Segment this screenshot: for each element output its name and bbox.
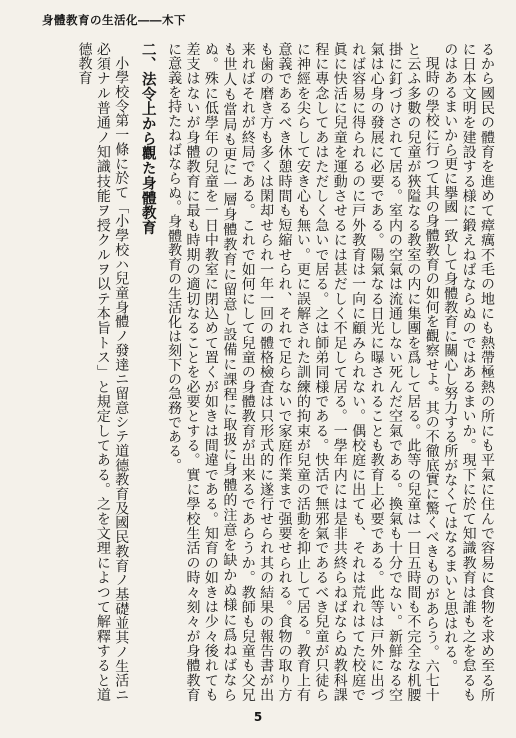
paragraph: 現時の學校に行つて其の身體教育の如何を觀察せよ。其の不徹底實に驚くべきものがあらう。六七十と云ふ多數の兒童が狹隘なる教室の内に集團を爲して居る。此等の兒童は一日五時間も不完全な机腰掛に釘づけされて居る。室内の空氣は流通しない死んだ空氣である。換氣も十分でない。新鮮なる空氣は心身の發展に必要である。陽氣なる日光に曝されることも教育上必要である。此等は戸外に出づれば容易に得られるのに戸外教育は一向に顧みられない。偶校庭に出ても、それは荒れはてた校庭で眞に快活に兒童を運動させるには甚だしく不足して居る。一學年内には是非共終らねばならぬ教科課程に專念してあはただしく急いで居る。之は師弟同様である。快活で無邪氣であるべき兒童が只徒らに神經を尖らして安き心も無い。更に誤解された訓練的拘束が兒童の活動を抑止して居る。教育上有意義であるべき休憩時間も短縮せられ、それで足らないで家庭作業まで强要せられる。食物の取り方も歯の磨き方も多くは閑却せられ一年一回の體格檢査は只形式的に遂行せられ其の結果の報告書が出来ればそれが終局である。これで如何にして兒童の身體教育が出来るであらうか。教師も兒童も父兄も世人も當局も更に一層身體教育に留意し設備に課程に取扱に身體的注意を缺かぬ様に爲ねばならぬ。殊に低學年の兒童を一日中教室に閉込めて置くが如きは間違である。知育の如きは少々後れても差支はないが身體教育に最も時期の適切なることを必要とする。實に學校生活の時々刻々が身體教育に意義を持たねばならぬ。身體教育の生活化は刻下の急務である。 (166, 42, 440, 702)
running-head: 身體教育の生活化――木下 (42, 13, 186, 27)
body-text (18, 42, 496, 702)
paragraph: るから國民の體育を進めて瘴癘不毛の地にも熱帶極熱の所にも平氣に住んで容易に食物を求め至る所に日本文明を建設する様に鍛えねばならぬのではあるまいか。現下に於て知識教育は誰も之を怠るものはあるまいから更に擧國一致して身體教育に關心し努力する所がなくてはなるまいと思はれる。 (442, 42, 495, 702)
page-number: 5 (253, 710, 263, 724)
section-heading: 二、法令上から觀た身體教育 (139, 42, 157, 236)
paragraph: 小學校令第一條に於て「小學校ハ兒童身體ノ發達ニ留意シテ道德教育及國民教育ノ基礎並其ノ生活ニ必須ナル普通ノ知識技能ヲ授クルヲ以テ本旨トス」と規定してある。之を文理によつて解釋すると道德教育 (76, 42, 130, 702)
